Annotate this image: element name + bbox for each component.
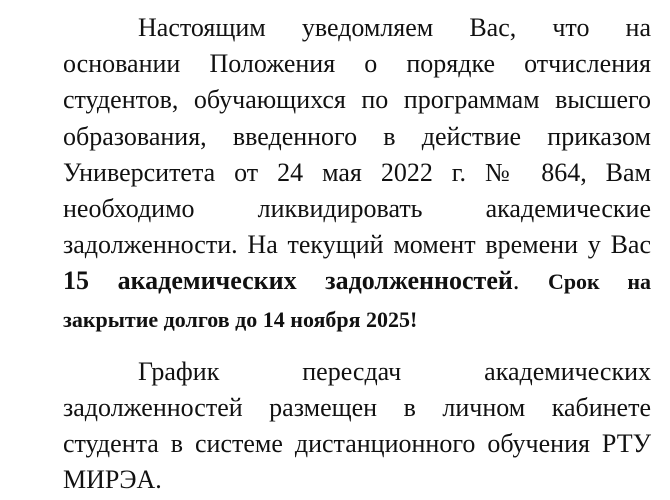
notice-main-text: Настоящим уведомляем Вас, что на основании Положения о порядке отчисления студентов, обучающихся по программам высшего образования, введенного в действие приказом Университета от 24 мая 2022 г. № 864, Вам необходимо ликвидировать академические задолженности. На текущий момент времени у Вас (63, 13, 651, 260)
schedule-paragraph (63, 354, 651, 499)
academic-debt-count: 15 академических задолженностей (63, 266, 513, 296)
notice-document (63, 10, 651, 499)
deadline-text: Срок на закрытие долгов до 14 ноября 2025! (63, 269, 651, 332)
schedule-text: График пересдач академических задолженностей размещен в личном кабинете студента в системе дистанционного обучения РТУ МИРЭА. (63, 356, 651, 495)
count-punctuation: . (512, 266, 548, 296)
notice-paragraph (63, 10, 651, 338)
